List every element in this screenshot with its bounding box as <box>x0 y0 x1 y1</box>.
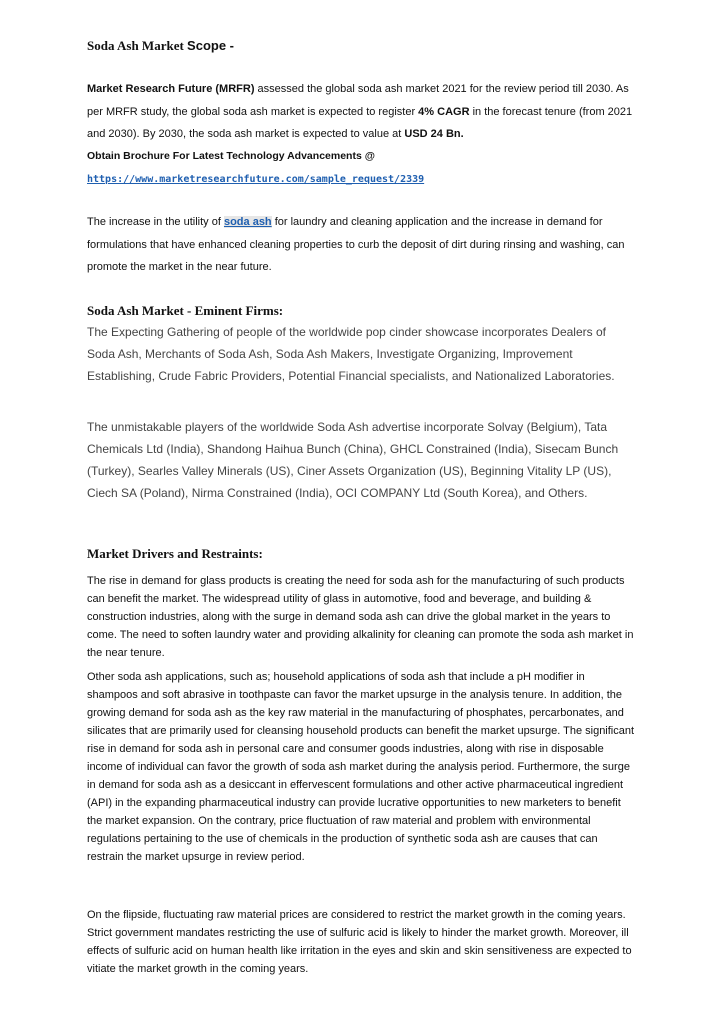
drivers-heading: Market Drivers and Restraints: <box>87 546 263 561</box>
brochure-label: Obtain Brochure For Latest Technology Advancements @ <box>87 150 375 162</box>
drivers-paragraph-1: The rise in demand for glass products is creating the need for soda ash for the manufacturing of such products can benefit the market. The widespread utility of glass in automotive, food and beverage, and building & construction industries, along with the surge in demand soda ash can drive the global market in the years to come. The need to soften laundry water and providing alkalinity for cleaning can promote the soda ash market in the near tenure. <box>87 575 634 659</box>
soda-ash-link[interactable]: soda ash <box>223 216 272 228</box>
utility-paragraph: The increase in the utility of soda ash for laundry and cleaning application and the increase in demand for formulations that have enhanced cleaning properties to curb the deposit of dirt during rinsing and washing, can promote the market in the near future. <box>87 216 625 273</box>
firms-audience-paragraph: The Expecting Gathering of people of the worldwide pop cinder showcase incorporates Dealers of Soda Ash, Merchants of Soda Ash, Soda Ash Makers, Investigate Organizing, Improvement Establishing, Crude Fabric Providers, Potential Financial specialists, and Nationalized Laboratories. <box>87 325 615 383</box>
brochure-link[interactable]: https://www.marketresearchfuture.com/sample_request/2339 <box>87 174 425 185</box>
drivers-paragraph-2: Other soda ash applications, such as; household applications of soda ash that include a pH modifier in shampoos and soft abrasive in toothpaste can favor the market upsurge in the analysis tenure. In addition, the growing demand for soda ash as the key raw material in the manufacturing of phosphates, percarbonates, and silicates that are primarily used for cleansing household products can benefit the market upsurge. The significant rise in demand for soda ash in personal care and consumer goods industries, along with rise in disposable income of individual can favor the growth of soda ash market during the analysis period. Furthermore, the surge in demand for soda ash as a desiccant in effervescent formulations and other active pharmaceutical ingredient (API) in the expanding pharmaceutical industry can provide lucrative opportunities to new marketers to benefit the market expansion. On the contrary, price fluctuation of raw material and problem with environmental regulations pertaining to the use of chemicals in the production of synthetic soda ash are causes that can restrain the market upsurge in review period. <box>87 671 635 863</box>
firms-players-paragraph: The unmistakable players of the worldwide Soda Ash advertise incorporate Solvay (Belgium), Tata Chemicals Ltd (India), Shandong Haihua Bunch (China), GHCL Constrained (India), Sisecam Bunch (Turkey), Searles Valley Minerals (US), Ciner Assets Organization (US), Beginning Vitality LP (US), Ciech SA (Poland), Nirma Constrained (India), OCI COMPANY Ltd (South Korea), and Others. <box>87 420 619 500</box>
firms-heading: Soda Ash Market - Eminent Firms: <box>87 303 284 318</box>
drivers-paragraph-3: On the flipside, fluctuating raw material prices are considered to restrict the market growth in the coming years. Strict government mandates restricting the use of sulfuric acid is likely to hinder the market growth. Moreover, ill effects of sulfuric acid on human health like irritation in the eyes and skin and skin sensitiveness are expected to vitiate the market growth in the coming years. <box>87 909 632 975</box>
scope-heading: Soda Ash Market Scope - <box>87 38 235 53</box>
scope-paragraph: Market Research Future (MRFR) assessed the global soda ash market 2021 for the review period till 2030. As per MRFR study, the global soda ash market is expected to register 4% CAGR in the forecast tenure (from 2021 and 2030). By 2030, the soda ash market is expected to value at USD 24 Bn. <box>87 83 633 140</box>
